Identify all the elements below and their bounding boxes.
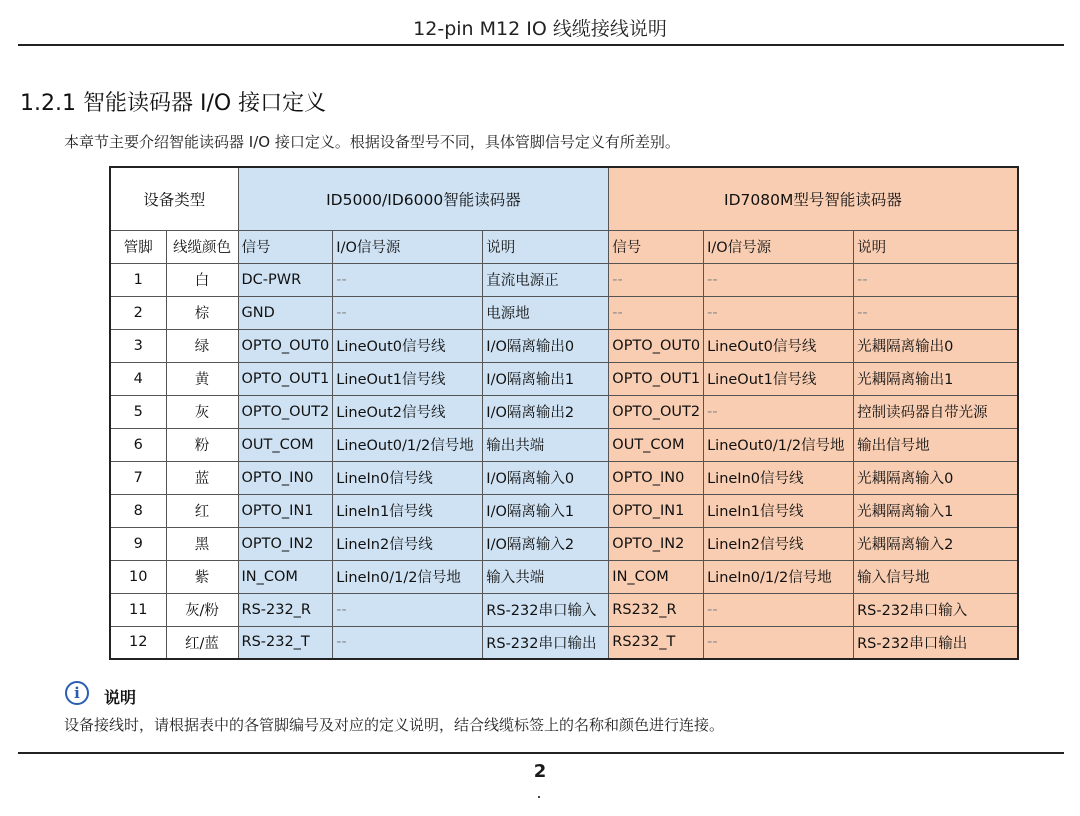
cell-source-b: --	[704, 296, 854, 329]
cell-cable-color: 紫	[166, 560, 238, 593]
cell-source-a: LineOut0信号线	[333, 329, 483, 362]
page-number: 2	[533, 761, 547, 782]
document-header-title: 12-pin M12 IO 线缆接线说明	[413, 18, 667, 40]
table-row	[110, 296, 1018, 329]
cell-source-a: LineOut1信号线	[333, 362, 483, 395]
column-header-desc-b: 说明	[854, 230, 1018, 263]
cell-cable-color: 绿	[166, 329, 238, 362]
cell-desc-b: 控制读码器自带光源	[854, 395, 1018, 428]
section-heading: 1.2.1 智能读码器 I/O 接口定义	[20, 91, 327, 116]
cell-signal-a: DC-PWR	[238, 263, 333, 296]
pin-definition-table	[109, 166, 1019, 660]
cell-pin-number: 4	[110, 362, 166, 395]
cell-source-a: --	[333, 263, 483, 296]
column-header-source-b: I/O信号源	[704, 230, 854, 263]
group-b-header: ID7080M型号智能读码器	[609, 167, 1018, 230]
footer-divider	[18, 752, 1064, 754]
table-row	[110, 494, 1018, 527]
cell-pin-number: 10	[110, 560, 166, 593]
cell-source-a: LineOut0/1/2信号地	[333, 428, 483, 461]
cell-cable-color: 灰	[166, 395, 238, 428]
cell-signal-a: OUT_COM	[238, 428, 333, 461]
table-row	[110, 527, 1018, 560]
table-row	[110, 362, 1018, 395]
table-row	[110, 263, 1018, 296]
cell-signal-a: RS-232_T	[238, 626, 333, 659]
cell-pin-number: 9	[110, 527, 166, 560]
cell-pin-number: 2	[110, 296, 166, 329]
column-header-cable-color: 线缆颜色	[166, 230, 238, 263]
group-a-header: ID5000/ID6000智能读码器	[238, 167, 609, 230]
page-dot	[538, 796, 540, 798]
cell-cable-color: 红	[166, 494, 238, 527]
cell-source-b: LineOut0/1/2信号地	[704, 428, 854, 461]
cell-signal-b: RS232_R	[609, 593, 704, 626]
column-header-signal-b: 信号	[609, 230, 704, 263]
table-row	[110, 560, 1018, 593]
cell-desc-b: 光耦隔离输出1	[854, 362, 1018, 395]
cell-source-b: LineOut0信号线	[704, 329, 854, 362]
cell-cable-color: 红/蓝	[166, 626, 238, 659]
cell-desc-b: --	[854, 263, 1018, 296]
cell-desc-a: 直流电源正	[483, 263, 609, 296]
cell-source-a: LineOut2信号线	[333, 395, 483, 428]
cell-desc-b: 光耦隔离输出0	[854, 329, 1018, 362]
cell-source-a: LineIn0信号线	[333, 461, 483, 494]
cell-desc-a: I/O隔离输入2	[483, 527, 609, 560]
cell-pin-number: 6	[110, 428, 166, 461]
cell-source-b: LineIn1信号线	[704, 494, 854, 527]
cell-signal-a: OPTO_IN1	[238, 494, 333, 527]
cell-pin-number: 1	[110, 263, 166, 296]
cell-signal-a: OPTO_OUT2	[238, 395, 333, 428]
cell-signal-a: RS-232_R	[238, 593, 333, 626]
section-intro: 本章节主要介绍智能读码器 I/O 接口定义。根据设备型号不同，具体管脚信号定义有所差别。	[64, 133, 680, 151]
table-row	[110, 593, 1018, 626]
cell-desc-a: 输出共端	[483, 428, 609, 461]
cell-signal-b: OPTO_OUT1	[609, 362, 704, 395]
cell-desc-a: 输入共端	[483, 560, 609, 593]
cell-cable-color: 灰/粉	[166, 593, 238, 626]
cell-source-a: LineIn1信号线	[333, 494, 483, 527]
cell-source-a: --	[333, 296, 483, 329]
cell-desc-a: I/O隔离输出0	[483, 329, 609, 362]
cell-signal-b: --	[609, 263, 704, 296]
cell-signal-b: OUT_COM	[609, 428, 704, 461]
cell-cable-color: 黑	[166, 527, 238, 560]
cell-signal-a: OPTO_OUT1	[238, 362, 333, 395]
cell-cable-color: 白	[166, 263, 238, 296]
cell-pin-number: 8	[110, 494, 166, 527]
cell-signal-b: OPTO_IN2	[609, 527, 704, 560]
cell-pin-number: 11	[110, 593, 166, 626]
column-header-signal-a: 信号	[238, 230, 333, 263]
cell-desc-a: 电源地	[483, 296, 609, 329]
cell-desc-a: I/O隔离输入1	[483, 494, 609, 527]
cell-source-a: LineIn0/1/2信号地	[333, 560, 483, 593]
cell-desc-a: I/O隔离输出2	[483, 395, 609, 428]
cell-source-b: --	[704, 593, 854, 626]
cell-source-a: LineIn2信号线	[333, 527, 483, 560]
cell-source-a: --	[333, 626, 483, 659]
cell-signal-b: OPTO_IN1	[609, 494, 704, 527]
cell-cable-color: 蓝	[166, 461, 238, 494]
cell-signal-a: OPTO_OUT0	[238, 329, 333, 362]
cell-cable-color: 黄	[166, 362, 238, 395]
cell-signal-a: OPTO_IN2	[238, 527, 333, 560]
column-header-pin: 管脚	[110, 230, 166, 263]
cell-pin-number: 12	[110, 626, 166, 659]
cell-signal-b: RS232_T	[609, 626, 704, 659]
cell-desc-b: 光耦隔离输入2	[854, 527, 1018, 560]
table-row	[110, 329, 1018, 362]
cell-pin-number: 7	[110, 461, 166, 494]
column-header-desc-a: 说明	[483, 230, 609, 263]
column-header-source-a: I/O信号源	[333, 230, 483, 263]
cell-cable-color: 棕	[166, 296, 238, 329]
table-row	[110, 626, 1018, 659]
cell-pin-number: 3	[110, 329, 166, 362]
cell-source-b: --	[704, 395, 854, 428]
device-type-header: 设备类型	[110, 167, 238, 230]
cell-signal-a: OPTO_IN0	[238, 461, 333, 494]
cell-signal-a: IN_COM	[238, 560, 333, 593]
cell-source-b: LineOut1信号线	[704, 362, 854, 395]
table-group-header-row	[110, 167, 1018, 230]
table-row	[110, 395, 1018, 428]
table-row	[110, 461, 1018, 494]
cell-desc-b: 输入信号地	[854, 560, 1018, 593]
cell-signal-b: IN_COM	[609, 560, 704, 593]
cell-desc-b: --	[854, 296, 1018, 329]
cell-source-b: LineIn0/1/2信号地	[704, 560, 854, 593]
cell-source-b: LineIn2信号线	[704, 527, 854, 560]
cell-signal-b: OPTO_IN0	[609, 461, 704, 494]
cell-desc-b: RS-232串口输出	[854, 626, 1018, 659]
cell-pin-number: 5	[110, 395, 166, 428]
cell-desc-b: 光耦隔离输入1	[854, 494, 1018, 527]
cell-source-b: LineIn0信号线	[704, 461, 854, 494]
table-row	[110, 428, 1018, 461]
header-divider	[18, 44, 1064, 46]
cell-desc-a: RS-232串口输入	[483, 593, 609, 626]
cell-desc-b: 光耦隔离输入0	[854, 461, 1018, 494]
note-text: 设备接线时，请根据表中的各管脚编号及对应的定义说明，结合线缆标签上的名称和颜色进行连接。	[64, 716, 725, 734]
cell-desc-a: I/O隔离输出1	[483, 362, 609, 395]
cell-source-b: --	[704, 263, 854, 296]
cell-desc-b: 输出信号地	[854, 428, 1018, 461]
cell-signal-a: GND	[238, 296, 333, 329]
cell-source-a: --	[333, 593, 483, 626]
cell-signal-b: OPTO_OUT2	[609, 395, 704, 428]
cell-source-b: --	[704, 626, 854, 659]
cell-desc-a: I/O隔离输入0	[483, 461, 609, 494]
cell-desc-a: RS-232串口输出	[483, 626, 609, 659]
table-column-header-row	[110, 230, 1018, 263]
cell-signal-b: --	[609, 296, 704, 329]
note-title: 说明	[104, 688, 137, 707]
cell-cable-color: 粉	[166, 428, 238, 461]
info-icon: i	[65, 681, 89, 705]
cell-desc-b: RS-232串口输入	[854, 593, 1018, 626]
cell-signal-b: OPTO_OUT0	[609, 329, 704, 362]
